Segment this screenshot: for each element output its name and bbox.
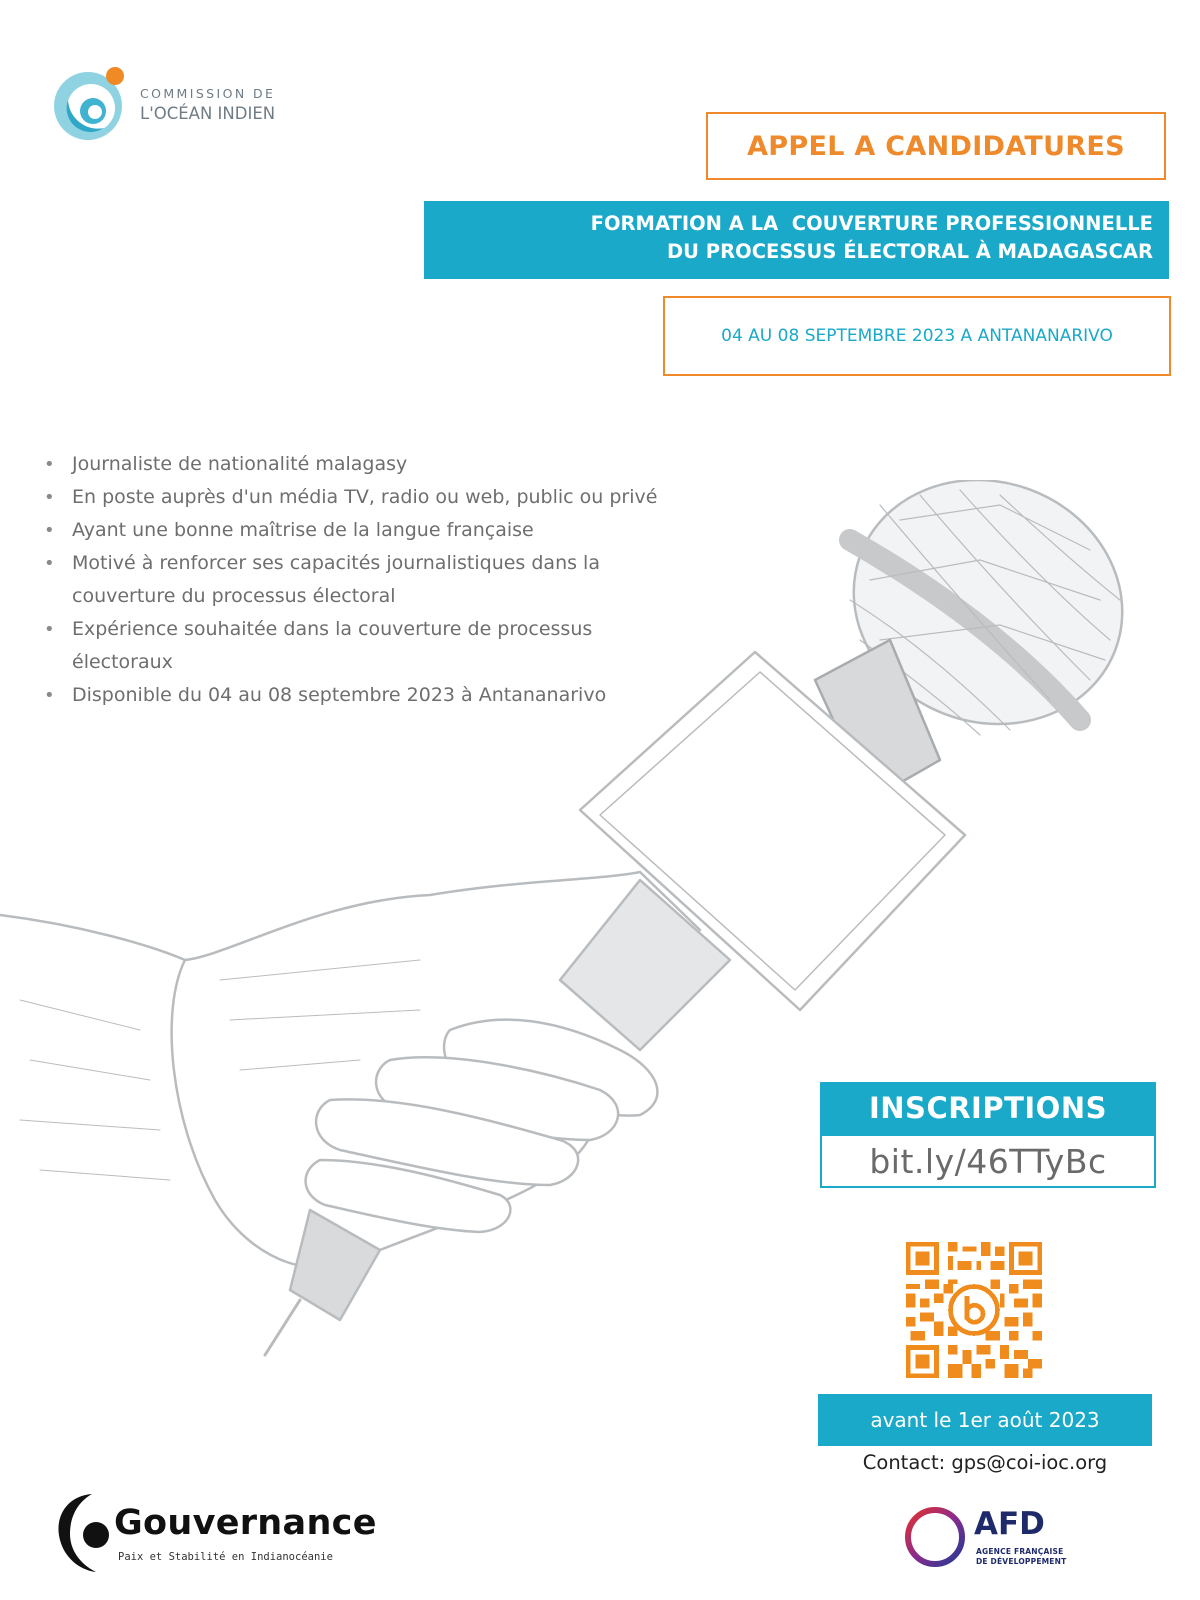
appel-title: APPEL A CANDIDATURES bbox=[747, 130, 1125, 162]
criteria-item: • En poste auprès d'un média TV, radio ou web, public ou privé bbox=[42, 481, 662, 514]
hand bbox=[0, 872, 730, 1355]
criteria-item: • Ayant une bonne maîtrise de la langue française bbox=[42, 514, 662, 547]
formation-line1: FORMATION A LA COUVERTURE PROFESSIONNELLE bbox=[590, 212, 1153, 235]
deadline-box bbox=[818, 1394, 1152, 1446]
gouvernance-logo-icon bbox=[52, 1490, 122, 1576]
criteria-item: • Expérience souhaitée dans la couverture de processus électoraux bbox=[42, 613, 662, 679]
inscriptions-header bbox=[820, 1082, 1156, 1134]
appel-box bbox=[706, 112, 1166, 180]
formation-line2: DU PROCESSUS ÉLECTORAL À MADAGASCAR bbox=[667, 240, 1153, 263]
afd-subtitle-line2: DE DÉVELOPPEMENT bbox=[976, 1557, 1067, 1566]
criteria-list bbox=[42, 448, 662, 712]
criteria-item: • Disponible du 04 au 08 septembre 2023 à Antananarivo bbox=[42, 679, 662, 712]
gouvernance-title: Gouvernance bbox=[114, 1503, 377, 1543]
date-box bbox=[663, 296, 1171, 376]
gouvernance-subtitle: Paix et Stabilité en Indianocéanie bbox=[118, 1551, 333, 1563]
formation-banner bbox=[424, 201, 1169, 279]
deadline-text: avant le 1er août 2023 bbox=[870, 1408, 1100, 1432]
afd-logo-icon bbox=[902, 1504, 968, 1570]
inscriptions-title: INSCRIPTIONS bbox=[869, 1091, 1107, 1125]
criteria-item: • Journaliste de nationalité malagasy bbox=[42, 448, 662, 481]
afd-title: AFD bbox=[974, 1506, 1045, 1542]
coi-logo bbox=[48, 60, 134, 146]
org-name-line1: COMMISSION DE bbox=[140, 86, 276, 101]
inscriptions-link[interactable]: bit.ly/46TTyBc bbox=[869, 1141, 1107, 1181]
criteria-item: • Motivé à renforcer ses capacités journalistiques dans la couverture du processus électoral bbox=[42, 547, 662, 613]
org-name-line2: L'OCÉAN INDIEN bbox=[140, 104, 276, 123]
contact-email[interactable]: Contact: gps@coi-ioc.org bbox=[862, 1451, 1108, 1474]
afd-subtitle-line1: AGENCE FRANÇAISE bbox=[976, 1547, 1064, 1556]
date-text: 04 AU 08 SEPTEMBRE 2023 A ANTANANARIVO bbox=[721, 326, 1113, 346]
qr-code-icon[interactable] bbox=[906, 1242, 1042, 1378]
inscriptions-link-box[interactable] bbox=[820, 1134, 1156, 1188]
